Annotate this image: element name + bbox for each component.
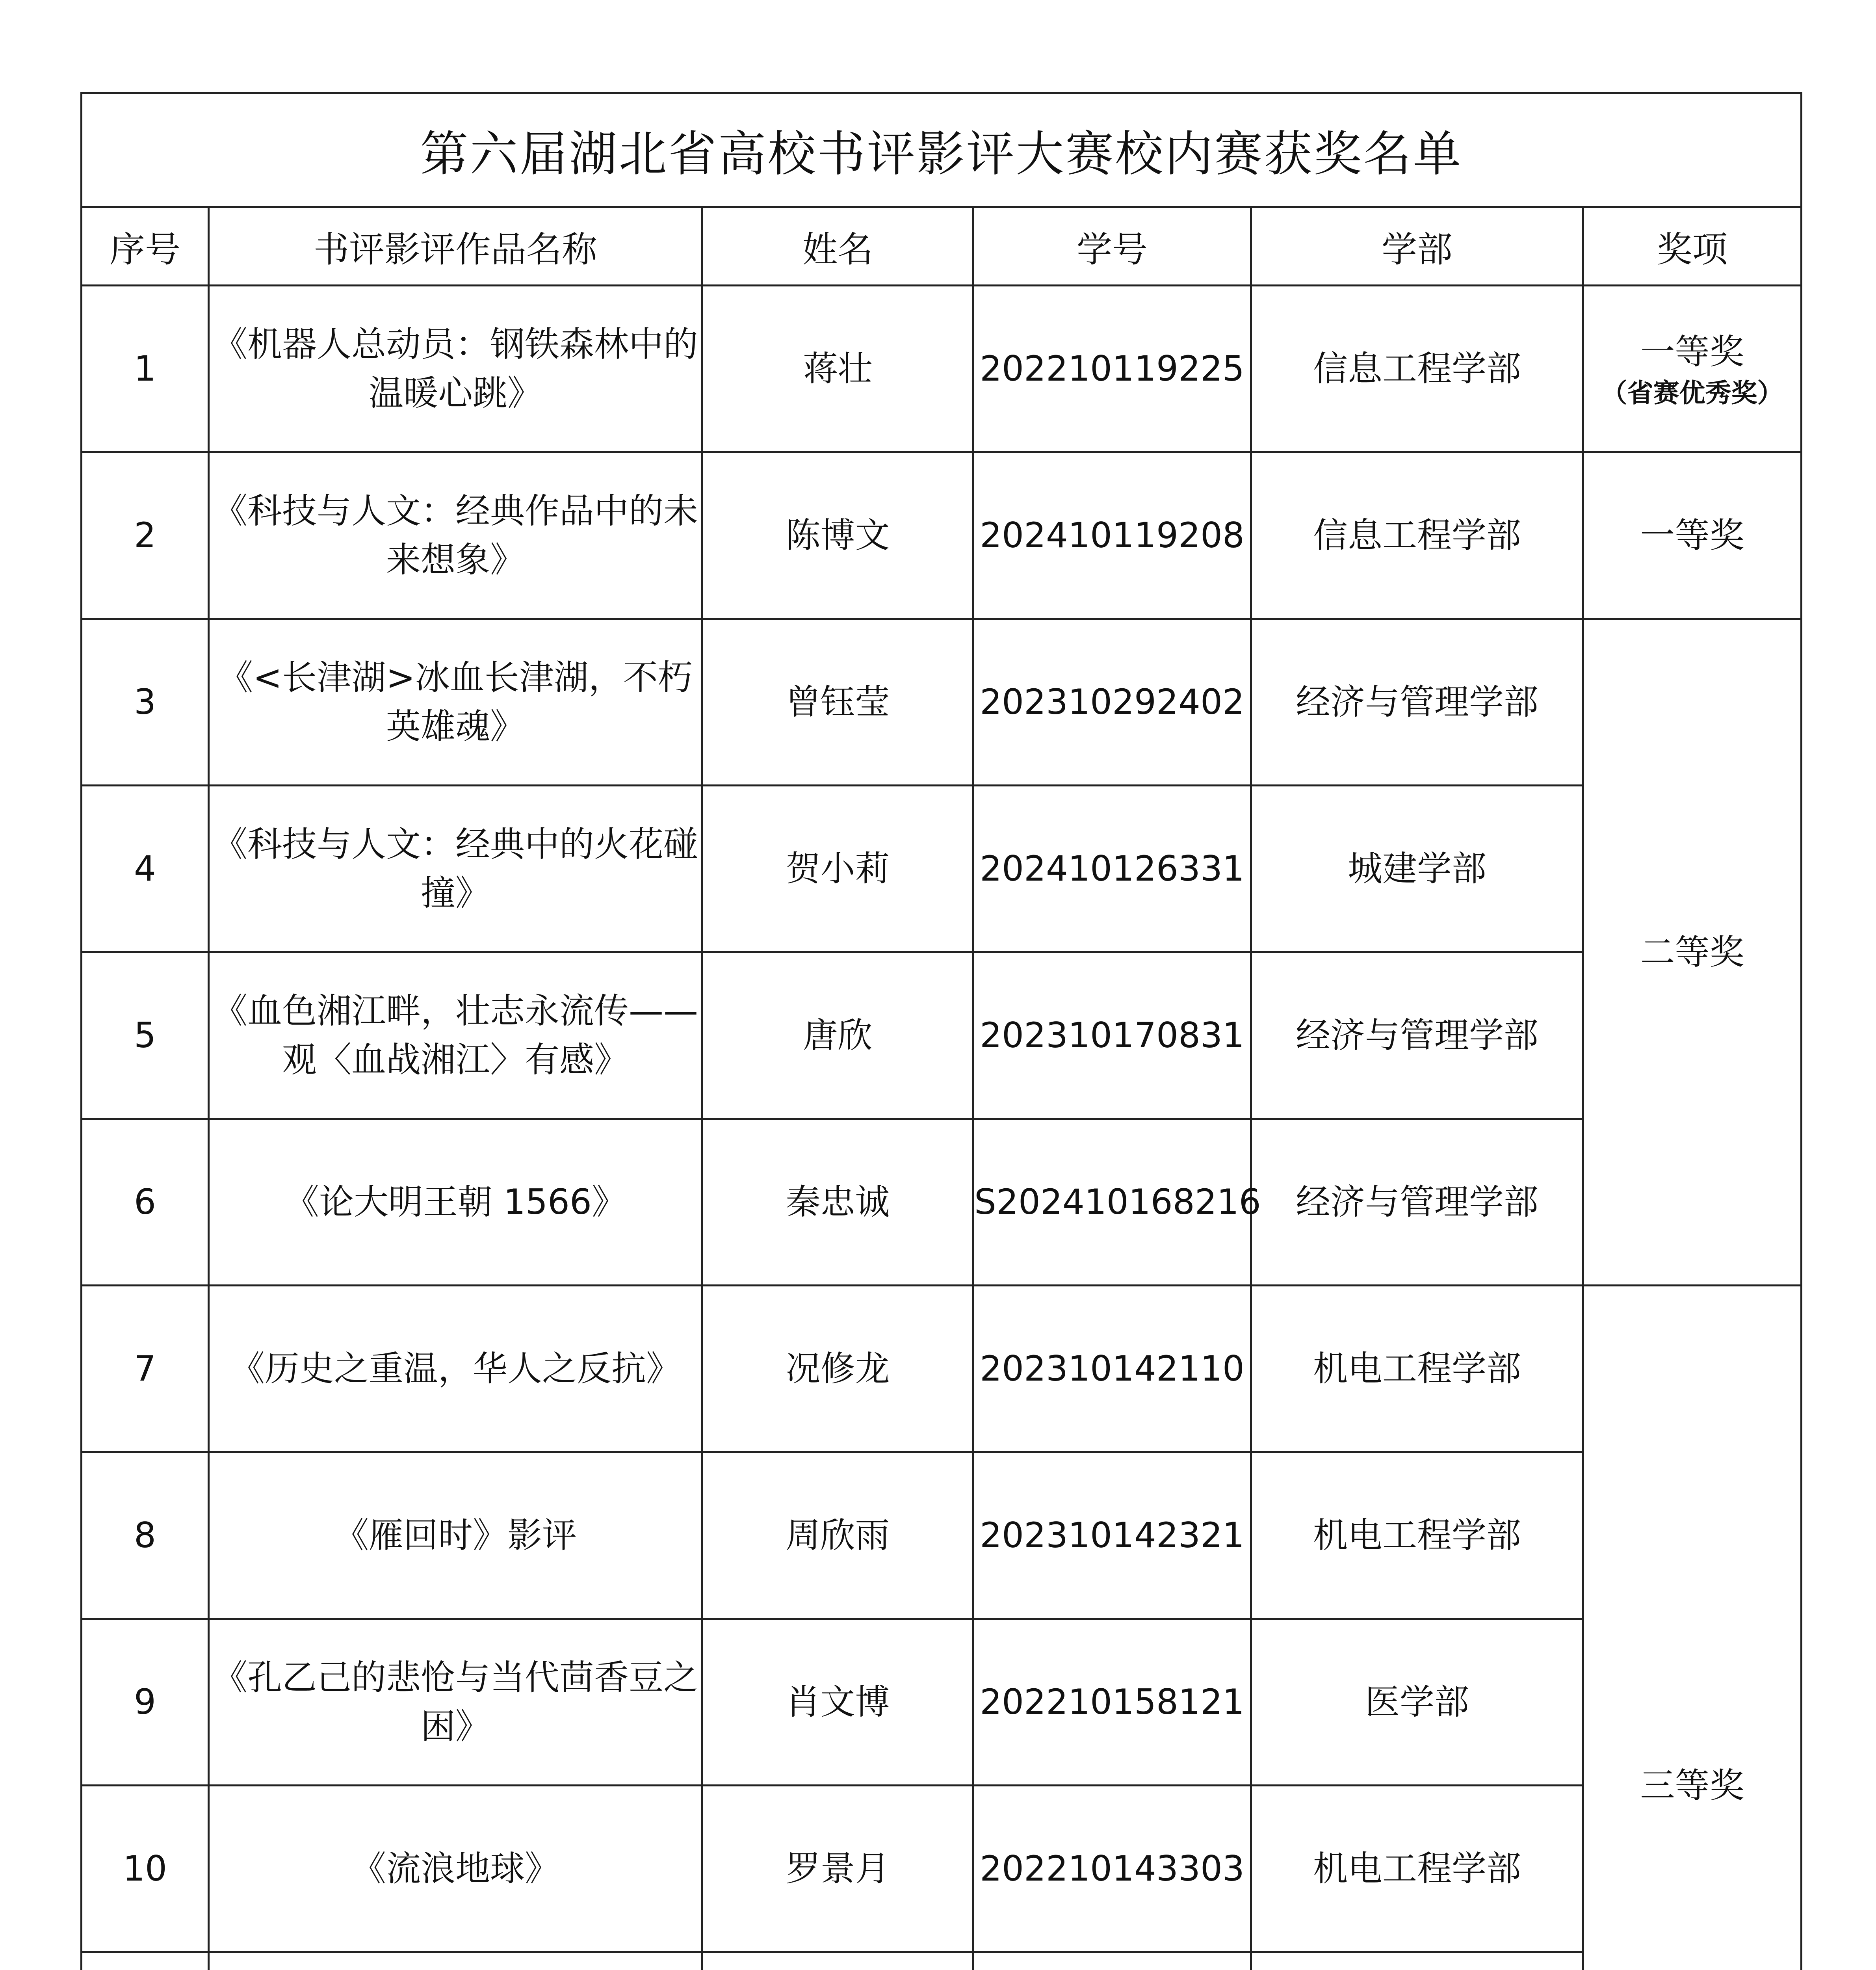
department: 医学部 — [1251, 1619, 1583, 1786]
document-title: 第六届湖北省高校书评影评大赛校内赛获奖名单 — [82, 93, 1802, 207]
work-title: 《科技与人文：经典作品中的未来想象》 — [209, 452, 702, 619]
award-list-table — [80, 92, 1802, 1970]
row-index: 7 — [82, 1286, 209, 1452]
student-id — [973, 1952, 1251, 1970]
table-row — [82, 1619, 1802, 1786]
header-row — [82, 207, 1802, 286]
row-index: 8 — [82, 1452, 209, 1619]
row-index: 9 — [82, 1619, 209, 1786]
student-name: 况修龙 — [702, 1286, 973, 1452]
department: 信息工程学部 — [1251, 286, 1583, 452]
row-index: 1 — [82, 286, 209, 452]
award-second-prize: 二等奖 — [1583, 619, 1802, 1286]
work-title: 《孔乙己的悲怆与当代茴香豆之困》 — [209, 1619, 702, 1786]
student-id: S202410168216 — [973, 1119, 1251, 1286]
row-index: 10 — [82, 1786, 209, 1952]
student-name: 肖文博 — [702, 1619, 973, 1786]
student-name: 陈博文 — [702, 452, 973, 619]
work-title: 《历史之重温，华人之反抗》 — [209, 1286, 702, 1452]
table-row — [82, 786, 1802, 952]
header-name: 姓名 — [702, 207, 973, 286]
work-title: 《雁回时》影评 — [209, 1452, 702, 1619]
student-id: 202210143303 — [973, 1786, 1251, 1952]
table-row — [82, 1119, 1802, 1286]
student-name: 唐欣 — [702, 952, 973, 1119]
header-department: 学部 — [1251, 207, 1583, 286]
department: 信息工程学部 — [1251, 452, 1583, 619]
department: 城建学部 — [1251, 786, 1583, 952]
header-student-id: 学号 — [973, 207, 1251, 286]
table-row — [82, 1952, 1802, 1970]
table-row — [82, 619, 1802, 786]
row-index: 5 — [82, 952, 209, 1119]
row-index: 4 — [82, 786, 209, 952]
student-name: 罗景月 — [702, 1786, 973, 1952]
work-title: 《<长津湖>冰血长津湖，不朽英雄魂》 — [209, 619, 702, 786]
student-id: 202410119208 — [973, 452, 1251, 619]
header-work: 书评影评作品名称 — [209, 207, 702, 286]
table-row — [82, 452, 1802, 619]
award-label: 一等奖 — [1640, 331, 1744, 372]
row-index: 6 — [82, 1119, 209, 1286]
student-id: 202310142110 — [973, 1286, 1251, 1452]
award-first-prize-provincial — [1583, 286, 1802, 452]
award-first-prize: 一等奖 — [1583, 452, 1802, 619]
department: 经济与管理学部 — [1251, 1119, 1583, 1286]
work-title: 《血色湘江畔，壮志永流传——观〈血战湘江〉有感》 — [209, 952, 702, 1119]
student-name: 曾钰莹 — [702, 619, 973, 786]
work-title: 《科技与人文：经典中的火花碰撞》 — [209, 786, 702, 952]
work-title: 《机器人总动员：钢铁森林中的温暖心跳》 — [209, 286, 702, 452]
department: 机电工程学部 — [1251, 1786, 1583, 1952]
header-award: 奖项 — [1583, 207, 1802, 286]
department: 机电工程学部 — [1251, 1286, 1583, 1452]
row-index: 3 — [82, 619, 209, 786]
table-row — [82, 952, 1802, 1119]
department: 机电工程学部 — [1251, 1452, 1583, 1619]
department: 经济与管理学部 — [1251, 619, 1583, 786]
student-id: 202410126331 — [973, 786, 1251, 952]
row-index: 2 — [82, 452, 209, 619]
table-row — [82, 286, 1802, 452]
table-row — [82, 1786, 1802, 1952]
department — [1251, 1952, 1583, 1970]
table-row — [82, 1286, 1802, 1452]
student-id: 202310142321 — [973, 1452, 1251, 1619]
student-name: 周欣雨 — [702, 1452, 973, 1619]
work-title: 《论大明王朝 1566》 — [209, 1119, 702, 1286]
department: 经济与管理学部 — [1251, 952, 1583, 1119]
student-id: 202310292402 — [973, 619, 1251, 786]
award-third-prize: 三等奖 — [1583, 1286, 1802, 1970]
table-row — [82, 1452, 1802, 1619]
student-name — [702, 1952, 973, 1970]
student-id: 202210119225 — [973, 286, 1251, 452]
student-name: 秦忠诚 — [702, 1119, 973, 1286]
award-note: （省赛优秀奖） — [1601, 378, 1783, 408]
header-index: 序号 — [82, 207, 209, 286]
student-name: 贺小莉 — [702, 786, 973, 952]
student-name: 蒋壮 — [702, 286, 973, 452]
student-id: 202210158121 — [973, 1619, 1251, 1786]
work-title: 《流浪地球》 — [209, 1786, 702, 1952]
student-id: 202310170831 — [973, 952, 1251, 1119]
work-title — [209, 1952, 702, 1970]
row-index — [82, 1952, 209, 1970]
